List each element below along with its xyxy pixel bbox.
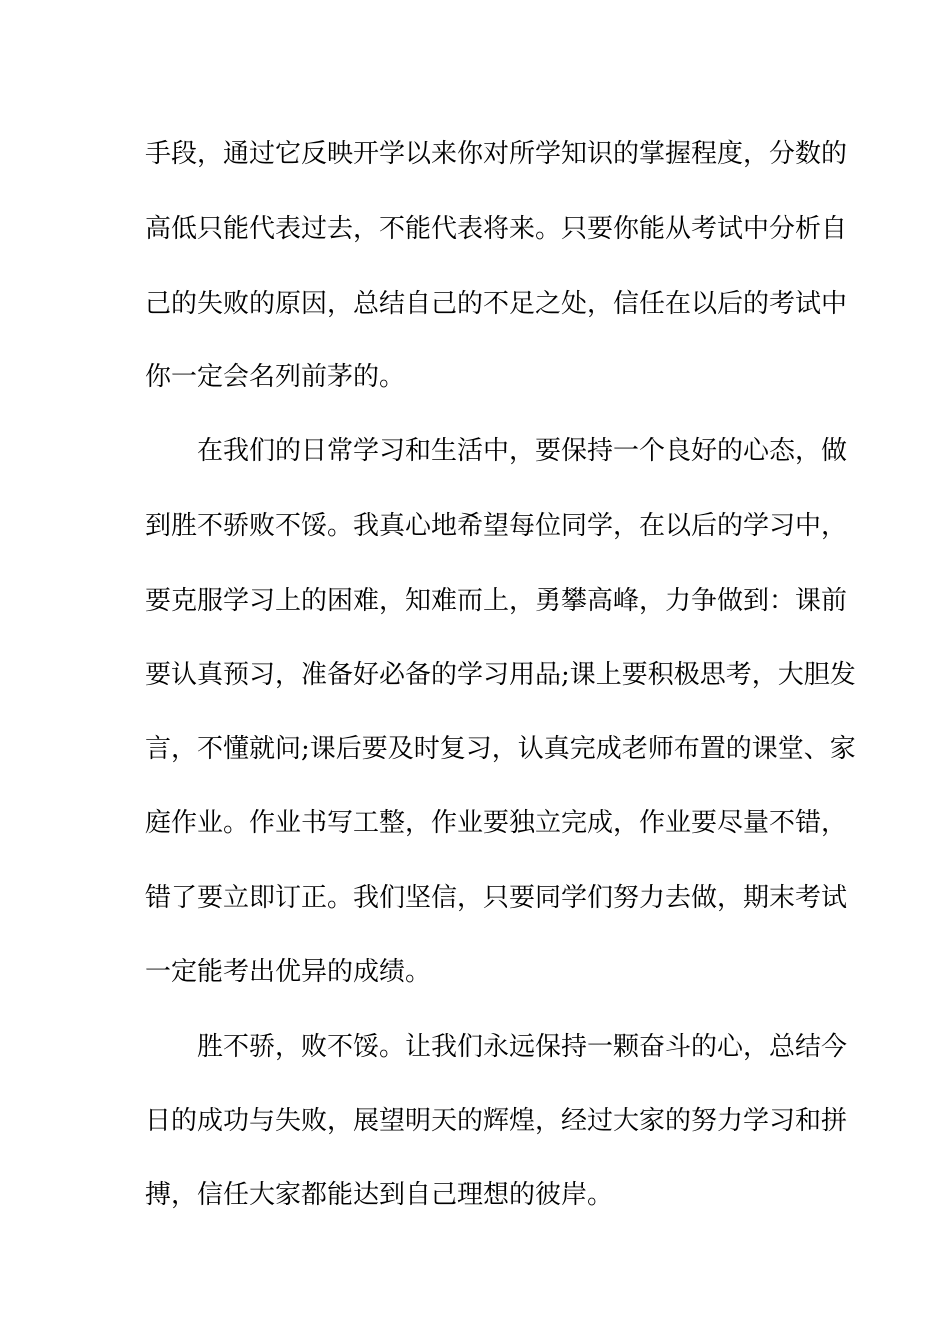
- text-line: 要克服学习上的困难，知难而上，勇攀高峰，力争做到：课前: [145, 586, 848, 616]
- text-line: 己的失败的原因，总结自己的不足之处，信任在以后的考试中: [145, 289, 848, 319]
- text-line: 言，不懂就问;课后要及时复习，认真完成老师布置的课堂、家: [145, 734, 856, 764]
- text-line: 到胜不骄败不馁。我真心地希望每位同学，在以后的学习中，: [145, 511, 848, 541]
- text-line: 庭作业。作业书写工整，作业要独立完成，作业要尽量不错，: [145, 808, 848, 838]
- text-line: 在我们的日常学习和生活中，要保持一个良好的心态，做: [197, 436, 848, 466]
- text-line: 日的成功与失败，展望明天的辉煌，经过大家的努力学习和拼: [145, 1106, 848, 1136]
- text-line: 搏，信任大家都能达到自己理想的彼岸。: [145, 1180, 614, 1210]
- text-line: 要认真预习，准备好必备的学习用品;课上要积极思考，大胆发: [145, 660, 856, 690]
- text-line: 错了要立即订正。我们坚信，只要同学们努力去做，期末考试: [145, 883, 848, 913]
- text-line: 高低只能代表过去，不能代表将来。只要你能从考试中分析自: [145, 214, 848, 244]
- text-line: 胜不骄，败不馁。让我们永远保持一颗奋斗的心，总结今: [197, 1032, 848, 1062]
- text-line: 你一定会名列前茅的。: [145, 362, 406, 392]
- text-line: 一定能考出优异的成绩。: [145, 957, 432, 987]
- text-line: 手段，通过它反映开学以来你对所学知识的掌握程度，分数的: [145, 139, 848, 169]
